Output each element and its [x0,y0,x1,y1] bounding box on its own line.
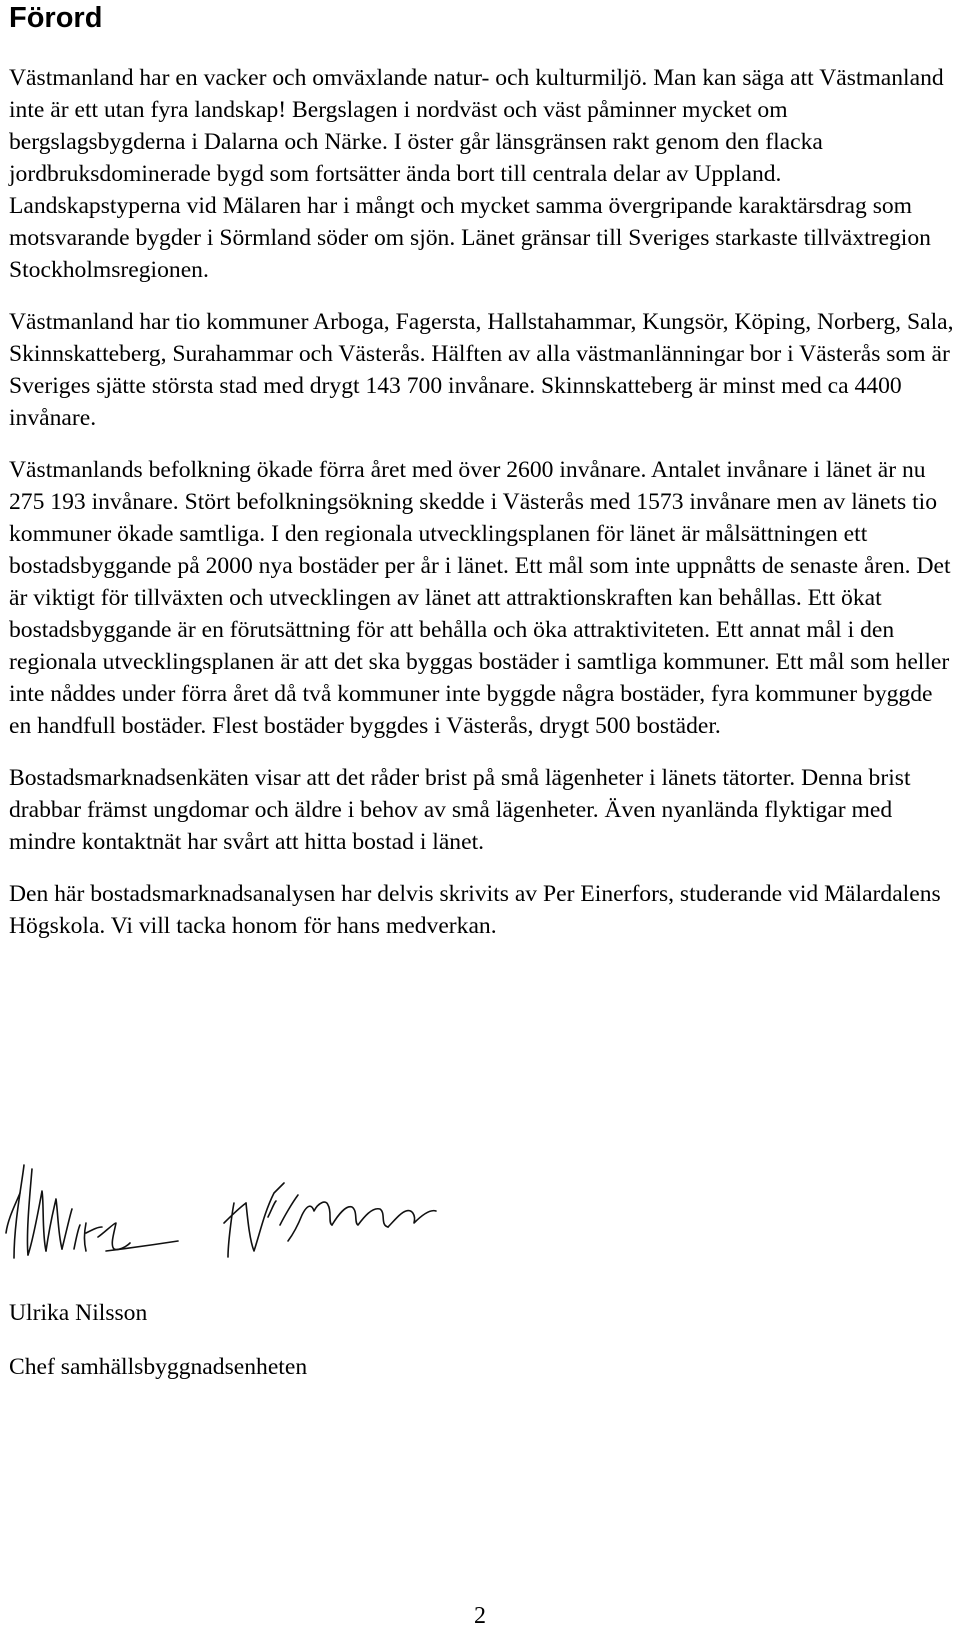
body-text [9,62,954,962]
paragraph-5: Den här bostadsmarknadsanalysen har delvis skrivits av Per Einerfors, studerande vid Mälardalens Högskola. Vi vill tacka honom för hans medverkan. [9,881,941,939]
paragraph-4: Bostadsmarknadsenkäten visar att det råder brist på små lägenheter i länets tätorter. Denna brist drabbar främst ungdomar och äldre i behov av små lägenheter. Även nyanlända flyktigar med mindre kontaktnät har svårt att hitta bostad i länet. [9,765,911,855]
signer-title: Chef samhällsbyggnadsenheten [9,1354,308,1380]
paragraph-3: Västmanlands befolkning ökade förra året med över 2600 invånare. Antalet invånare i länet är nu 275 193 invånare. Stört befolkningsökning skedde i Västerås med 1573 invånare men av länets tio kommuner ökade samtliga. I den regionala utvecklingsplanen för länet är målsättningen ett bostadsbyggande på 2000 nya bostäder per år i länet. Ett mål som inte uppnåtts de senaste åren. Det är viktigt för tillväxten och utvecklingen av länet att attraktionskraften kan behållas. Ett ökat bostadsbyggande är en förutsättning för att behålla och öka attraktiviteten. Ett annat mål i den regionala utvecklingsplanen är att det ska byggas bostäder i samtliga kommuner. Ett mål som heller inte nåddes under förra året då två kommuner inte byggde några bostäder, fyra kommuner byggde en handfull bostäder. Flest bostäder byggdes i Västerås, drygt 500 bostäder. [9,457,951,739]
signer-name: Ulrika Nilsson [9,1300,148,1326]
page-number: 2 [474,1603,486,1629]
paragraph-2: Västmanland har tio kommuner Arboga, Fagersta, Hallstahammar, Kungsör, Köping, Norberg, Sala, Skinnskatteberg, Surahammar och Västerås. Hälften av alla västmanlänningar bor i Västerås som är Sveriges sjätte största stad med drygt 143 700 invånare. Skinnskatteberg är minst med ca 4400 invånare. [9,309,954,431]
paragraph-1: Västmanland har en vacker och omväxlande natur- och kulturmiljö. Man kan säga att Västmanland inte är ett utan fyra landskap! Bergslagen i nordväst och väst påminner mycket om bergslagsbygderna i Dalarna och Närke. I öster går länsgränsen rakt genom den flacka jordbruksdominerade bygd som fortsätter ända bort till centrala delar av Uppland. Landskapstyperna vid Mälaren har i mångt och mycket samma övergripande karaktärsdrag som motsvarande bygder i Sörmland söder om sjön. Länet gränsar till Sveriges starkaste tillväxtregion Stockholmsregionen. [9,65,944,283]
handwritten-signature [2,1163,452,1263]
page-title: Förord [9,2,103,34]
